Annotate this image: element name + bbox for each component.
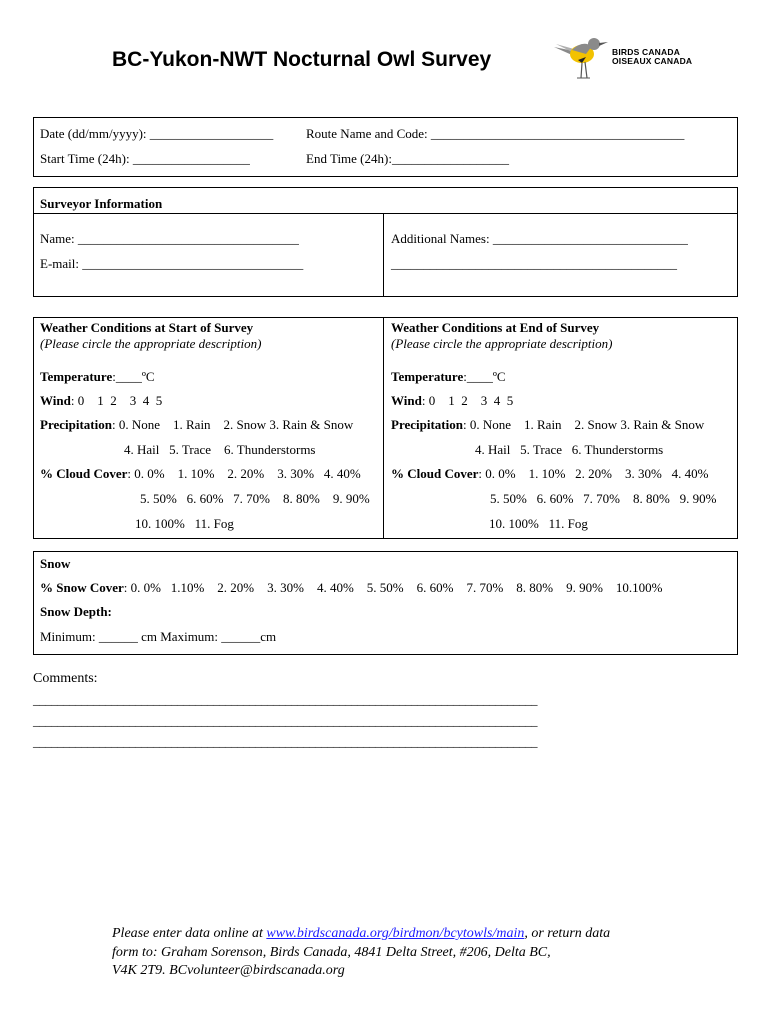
snow-cover-options: : 0. 0% 1.10% 2. 20% 3. 30% 4. 40% 5. 50% 6. 60% 7. 70% 8. 80% 9. 90% 10.100%	[123, 580, 663, 595]
end-temperature[interactable]	[391, 369, 506, 385]
divider	[33, 213, 738, 214]
snow-depth-field[interactable]: Minimum: ______ cm Maximum: ______cm	[40, 629, 277, 644]
bird-logo-icon	[552, 32, 612, 82]
end-precipitation[interactable]	[391, 417, 704, 433]
cloud-cover-options: : 0. 0% 1. 10% 2. 20% 3. 30% 4. 40%	[127, 466, 361, 481]
start-time-field[interactable]: Start Time (24h): __________________	[40, 151, 250, 166]
end-cloud-cover-options-3[interactable]: 10. 100% 11. Fog	[489, 516, 588, 531]
precipitation-options: : 0. None 1. Rain 2. Snow 3. Rain & Snow	[111, 417, 354, 432]
weather-end-heading: Weather Conditions at End of Survey	[391, 320, 600, 335]
footer-line1	[112, 924, 610, 944]
weather-end-note: (Please circle the appropriate description)	[391, 336, 613, 351]
start-precipitation[interactable]	[40, 417, 353, 433]
website-link[interactable]: www.birdscanada.org/birdmon/bcytowls/main	[266, 926, 525, 941]
logo-text-fr: OISEAUX CANADA	[612, 56, 693, 66]
temperature-label: Temperature	[40, 369, 113, 384]
divider	[383, 213, 384, 297]
end-wind[interactable]	[391, 393, 513, 409]
name-field[interactable]: Name: __________________________________	[40, 231, 299, 246]
additional-names-field-2[interactable]: ____________________________________________	[391, 256, 677, 271]
start-temperature[interactable]	[40, 369, 155, 385]
email-field[interactable]: E-mail: __________________________________	[40, 256, 304, 271]
precipitation-options: : 0. None 1. Rain 2. Snow 3. Rain & Snow	[462, 417, 705, 432]
footer-line2: form to: Graham Sorenson, Birds Canada, 4841 Delta Street, #206, Delta BC,	[112, 945, 551, 960]
start-cloud-cover-options-2[interactable]: 5. 50% 6. 60% 7. 70% 8. 80% 9. 90%	[140, 491, 370, 506]
wind-label: Wind	[40, 393, 71, 408]
date-field[interactable]: Date (dd/mm/yyyy): ___________________	[40, 126, 274, 141]
end-time-field[interactable]: End Time (24h):__________________	[306, 151, 509, 166]
snow-heading: Snow	[40, 556, 71, 571]
page-title: BC-Yukon-NWT Nocturnal Owl Survey	[112, 48, 492, 71]
end-cloud-cover-options-2[interactable]: 5. 50% 6. 60% 7. 70% 8. 80% 9. 90%	[490, 491, 717, 506]
comment-line[interactable]: ____________________________________________________________________________________	[33, 734, 537, 749]
route-field[interactable]: Route Name and Code: _______________________________________	[306, 126, 685, 141]
weather-start-note: (Please circle the appropriate description)	[40, 336, 262, 351]
end-cloud-cover[interactable]	[391, 466, 708, 482]
surveyor-heading: Surveyor Information	[40, 196, 163, 211]
precipitation-label: Precipitation	[40, 417, 112, 432]
temperature-value: :____ºC	[463, 369, 506, 384]
cloud-cover-options: : 0. 0% 1. 10% 2. 20% 3. 30% 4. 40%	[478, 466, 709, 481]
wind-options: : 0 1 2 3 4 5	[70, 393, 163, 408]
temperature-label: Temperature	[391, 369, 464, 384]
footer-suffix: , or return data	[524, 926, 611, 941]
footer-line3: V4K 2T9. BCvolunteer@birdscanada.org	[112, 963, 345, 978]
comment-line[interactable]: ____________________________________________________________________________________	[33, 713, 537, 728]
start-cloud-cover-options-3[interactable]: 10. 100% 11. Fog	[135, 516, 234, 531]
wind-options: : 0 1 2 3 4 5	[421, 393, 514, 408]
cloud-cover-label: % Cloud Cover	[391, 466, 479, 481]
precipitation-label: Precipitation	[391, 417, 463, 432]
footer-prefix: Please enter data online at	[112, 926, 267, 941]
end-precipitation-options-2[interactable]: 4. Hail 5. Trace 6. Thunderstorms	[475, 442, 664, 457]
start-wind[interactable]	[40, 393, 162, 409]
comments-label: Comments:	[33, 671, 98, 686]
snow-depth-label: Snow Depth:	[40, 604, 112, 619]
logo-text-en: BIRDS CANADA	[612, 47, 681, 57]
start-cloud-cover[interactable]	[40, 466, 361, 482]
comment-line[interactable]: ____________________________________________________________________________________	[33, 692, 537, 707]
weather-start-heading: Weather Conditions at Start of Survey	[40, 320, 254, 335]
wind-label: Wind	[391, 393, 422, 408]
temperature-value: :____ºC	[112, 369, 155, 384]
start-precipitation-options-2[interactable]: 4. Hail 5. Trace 6. Thunderstorms	[124, 442, 316, 457]
additional-names-field[interactable]: Additional Names: ______________________________	[391, 231, 688, 246]
cloud-cover-label: % Cloud Cover	[40, 466, 128, 481]
snow-cover-label: % Snow Cover	[40, 580, 124, 595]
snow-cover[interactable]	[40, 580, 663, 596]
divider	[383, 317, 384, 539]
